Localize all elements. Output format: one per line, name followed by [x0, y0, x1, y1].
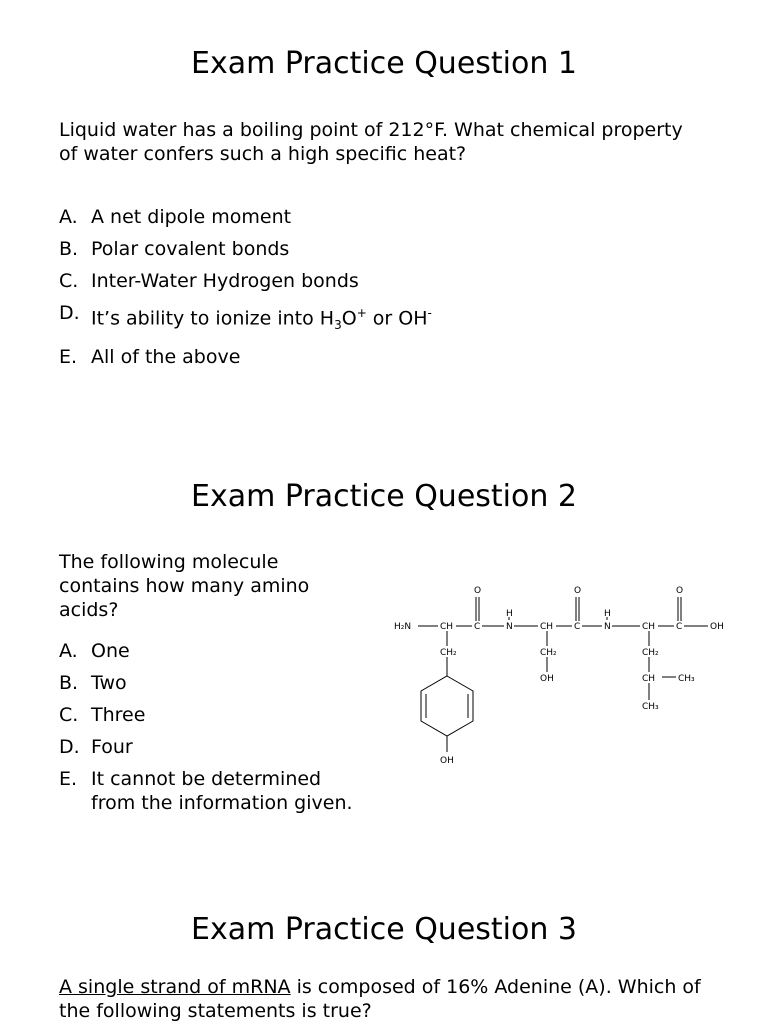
alpha-carbon-label: CH	[440, 622, 454, 632]
question-2-title: Exam Practice Question 2	[190, 479, 577, 514]
option-c[interactable]	[59, 269, 432, 293]
carbonyl-carbon-label: C	[676, 622, 683, 632]
methylene-label: CH₂	[440, 648, 457, 658]
option-text: One	[91, 640, 130, 662]
option-letter: E.	[59, 346, 78, 369]
phenol-oh-label: OH	[440, 756, 454, 766]
option-letter: D.	[59, 302, 80, 324]
option-e[interactable]	[59, 767, 371, 815]
methyl-label: CH₃	[642, 702, 659, 712]
option-text: Polar covalent bonds	[91, 238, 290, 260]
subscript: 3	[334, 318, 342, 333]
option-letter: B.	[59, 672, 79, 694]
alpha-carbon-label: CH	[540, 622, 554, 632]
amino-group-label: H₂N	[394, 622, 412, 632]
option-text-part: or OH	[366, 307, 428, 330]
carboxyl-oh-label: OH	[710, 622, 724, 632]
option-b[interactable]	[59, 671, 371, 695]
oxygen-label: O	[474, 586, 482, 596]
question-2-text: The following molecule contains how many amino acids?	[59, 551, 310, 621]
option-letter: E.	[59, 768, 78, 790]
option-letter: A.	[59, 640, 78, 662]
question-1-options	[59, 205, 432, 377]
methylene-label: CH₂	[642, 648, 659, 658]
option-text: All of the above	[91, 346, 241, 369]
oxygen-label: O	[574, 586, 582, 596]
option-a[interactable]	[59, 205, 432, 229]
option-letter: C.	[59, 704, 79, 726]
option-text: Three	[91, 704, 146, 726]
option-d[interactable]	[59, 301, 432, 337]
oxygen-label: O	[676, 586, 684, 596]
option-e[interactable]	[59, 345, 432, 369]
superscript: +	[356, 306, 367, 320]
question-3-title: Exam Practice Question 3	[190, 912, 577, 947]
option-b[interactable]	[59, 237, 432, 261]
option-letter: D.	[59, 736, 80, 758]
carbonyl-carbon-label: C	[474, 622, 481, 632]
hydroxyl-label: OH	[540, 674, 554, 684]
methyl-label: CH₃	[678, 674, 695, 684]
underlined-phrase: A single strand of mRNA	[59, 976, 291, 998]
carbonyl-carbon-label: C	[574, 622, 581, 632]
option-a[interactable]	[59, 639, 371, 663]
question-3-text	[59, 975, 719, 1023]
option-text: It cannot be determined from the information given.	[91, 768, 353, 814]
option-text: Inter-Water Hydrogen bonds	[91, 270, 359, 292]
question-3-text-rest: is composed of 16% Adenine (A). Which of the following statements is true?	[59, 976, 701, 1022]
hydrogen-label: H	[604, 609, 611, 619]
option-text: Four	[91, 736, 133, 758]
option-text: A net dipole moment	[91, 206, 292, 228]
option-text: Two	[91, 672, 127, 694]
option-text	[91, 301, 432, 337]
alpha-carbon-label: CH	[642, 622, 656, 632]
question-2-options	[59, 639, 371, 823]
question-1-title: Exam Practice Question 1	[190, 46, 577, 81]
option-text-part: O	[341, 307, 357, 330]
question-1-text: Liquid water has a boiling point of 212°F. What chemical property of water confers such a high specific heat?	[59, 119, 683, 165]
methine-label: CH	[642, 674, 656, 684]
nitrogen-label: N	[506, 622, 513, 632]
option-d[interactable]	[59, 735, 371, 759]
nitrogen-label: N	[604, 622, 611, 632]
hydrogen-label: H	[506, 609, 513, 619]
superscript: -	[427, 306, 432, 320]
option-text-part: It’s ability to ionize into H	[91, 307, 335, 330]
option-letter: B.	[59, 238, 79, 260]
option-c[interactable]	[59, 703, 371, 727]
option-letter: C.	[59, 270, 79, 292]
tripeptide-structure-diagram	[390, 580, 740, 780]
option-letter: A.	[59, 206, 78, 228]
methylene-label: CH₂	[540, 648, 557, 658]
